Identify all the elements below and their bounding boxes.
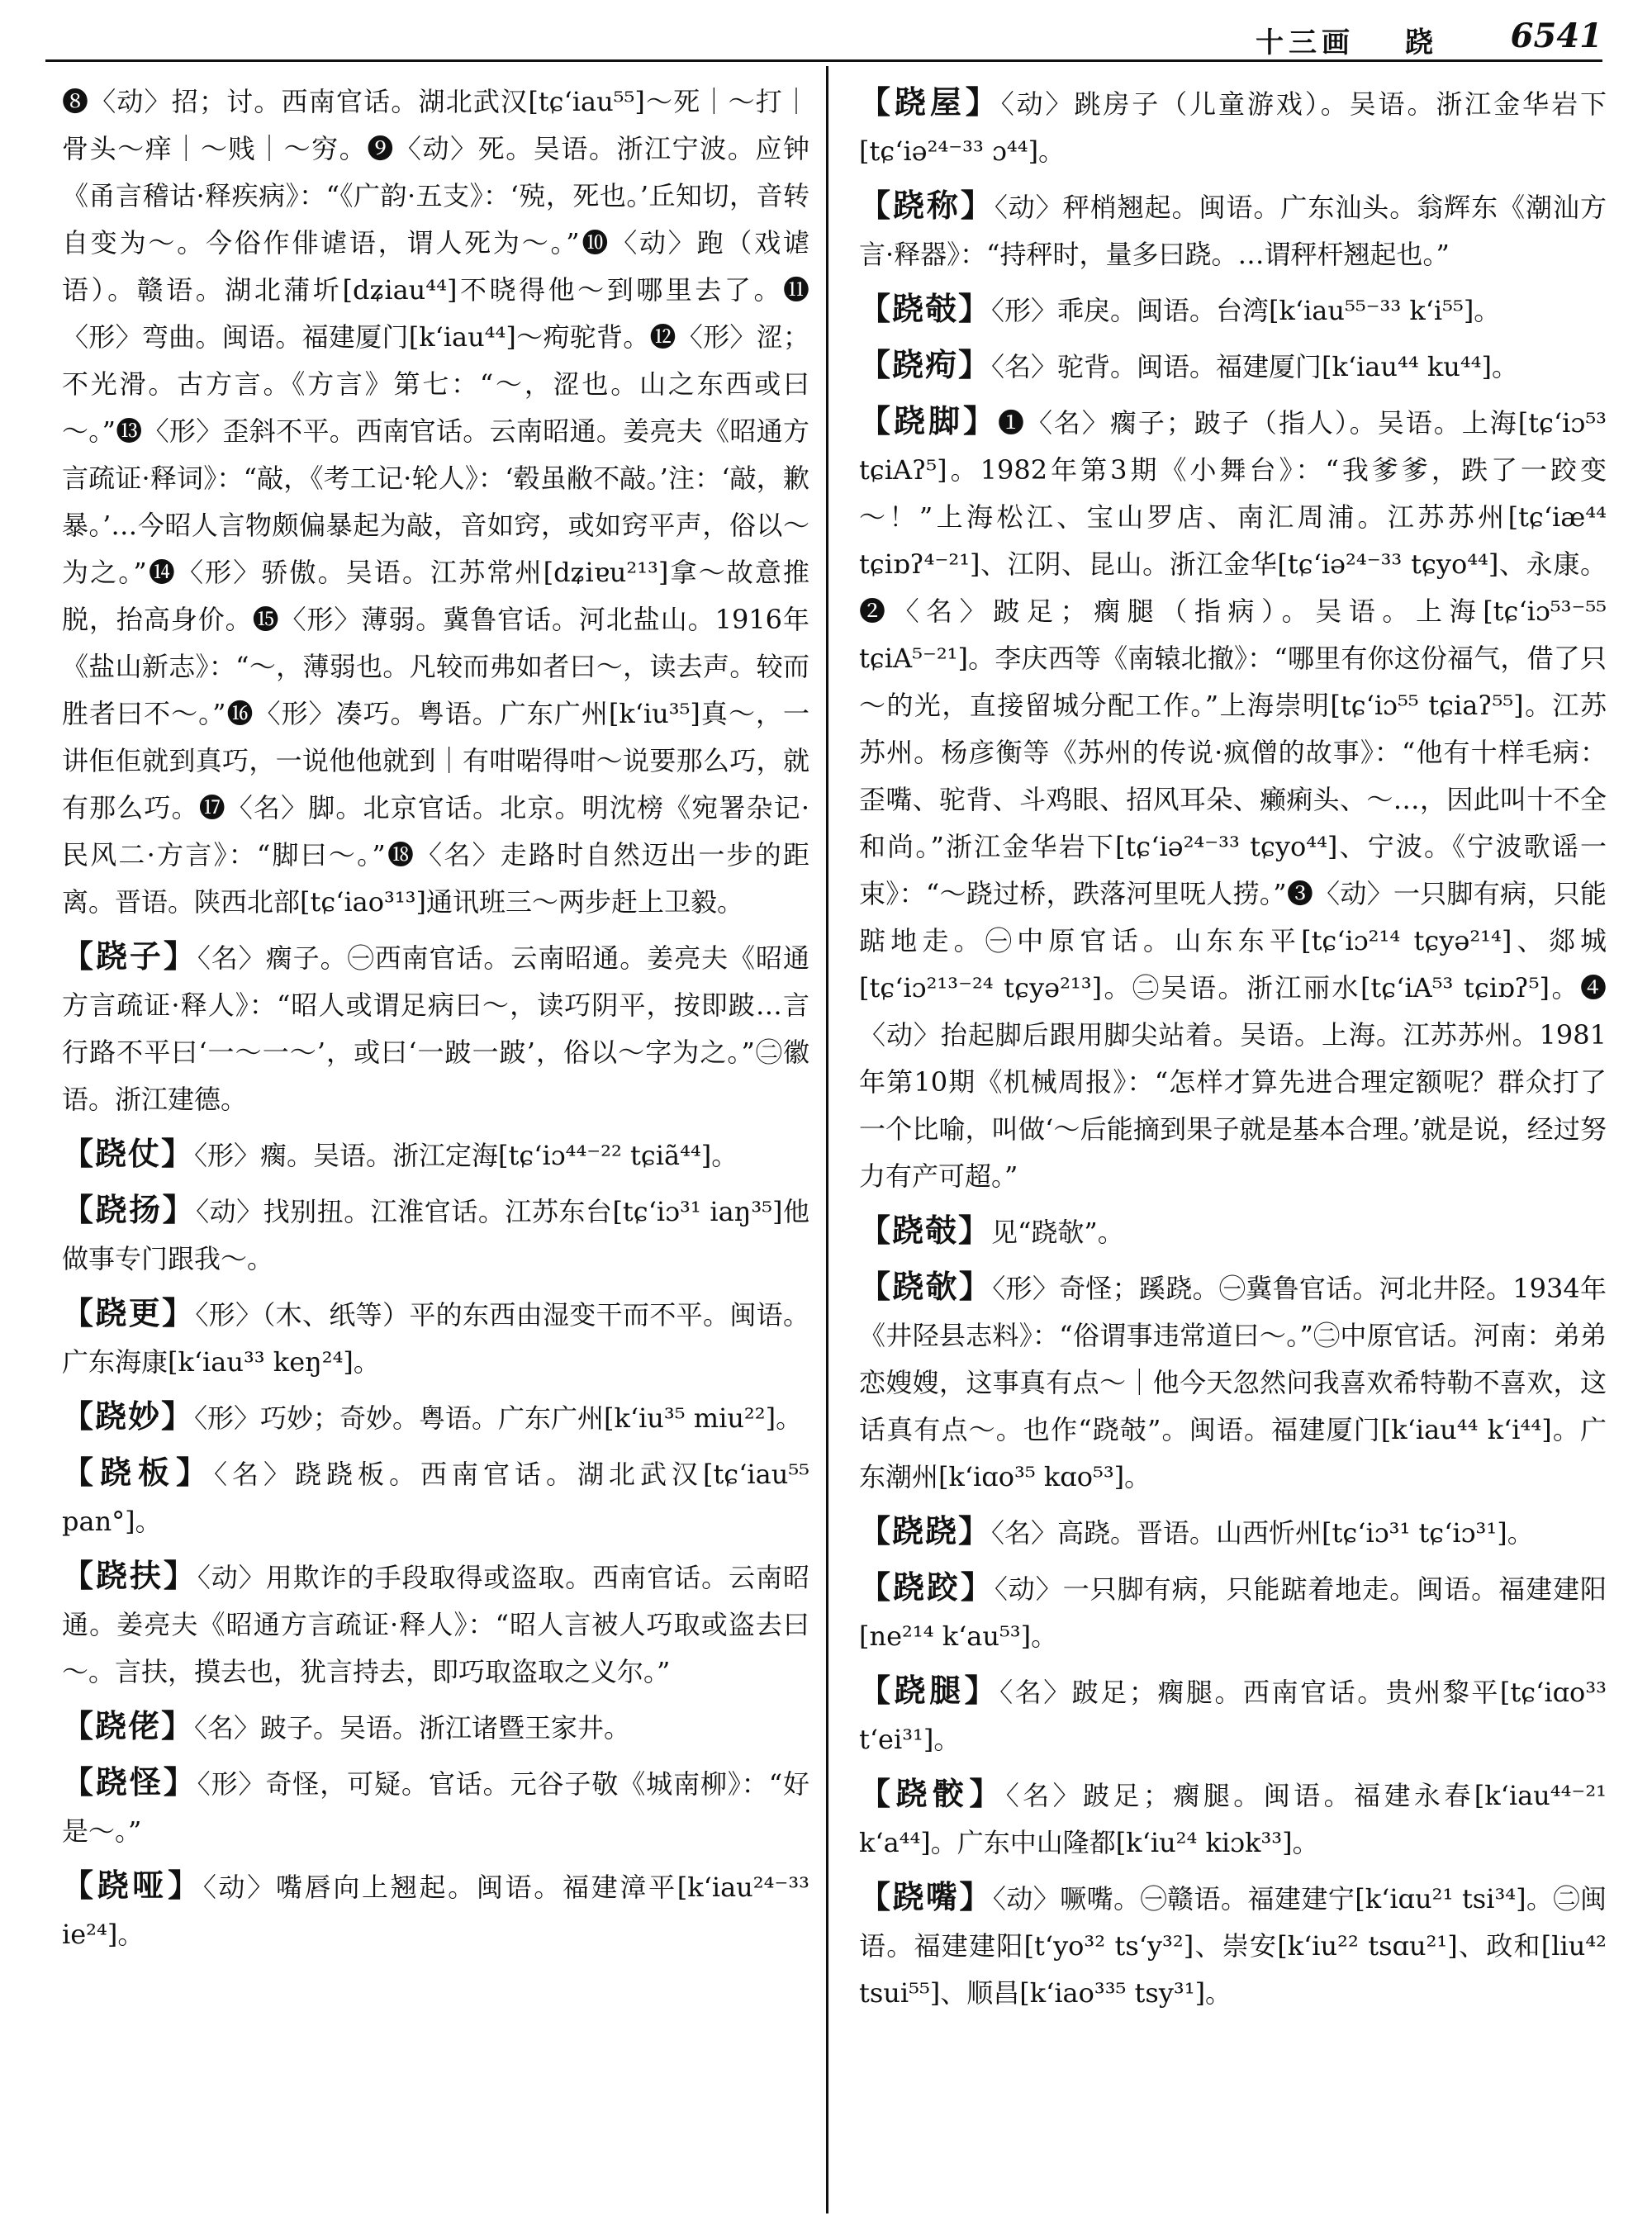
entry-headword: 【跷扶】 bbox=[62, 1557, 197, 1594]
dictionary-entry bbox=[859, 1563, 1607, 1660]
dictionary-entry bbox=[62, 1552, 809, 1696]
dictionary-entry bbox=[859, 397, 1607, 1200]
entry-headword: 【跷哑】 bbox=[62, 1867, 203, 1904]
entry-definition: 〈动〉嘴唇向上翘起。闽语。福建漳平[kʻiau²⁴⁻³³ ie²⁴]。 bbox=[62, 1872, 809, 1950]
dictionary-entry bbox=[859, 341, 1607, 391]
dictionary-entry bbox=[859, 1770, 1607, 1867]
entry-definition: 〈名〉跛足；瘸腿。西南官话。贵州黎平[tɕʻiɑo³³ tʻei³¹]。 bbox=[859, 1677, 1607, 1755]
entry-headword: 【跷更】 bbox=[62, 1294, 196, 1331]
right-column bbox=[859, 78, 1607, 2024]
entry-headword: 【跷欹】 bbox=[859, 1268, 993, 1305]
entry-headword: 【跷称】 bbox=[859, 187, 995, 224]
entry-definition: 〈名〉跛子。吴语。浙江诸暨王家井。 bbox=[194, 1712, 631, 1744]
entry-definition: 〈形〉巧妙；奇妙。粤语。广东广州[kʻiu³⁵ miu²²]。 bbox=[194, 1402, 803, 1434]
dictionary-entry bbox=[859, 1873, 1607, 2017]
dictionary-entry bbox=[62, 1393, 809, 1442]
entry-definition: 〈形〉乖戾。闽语。台湾[kʻiau⁵⁵⁻³³ kʻi⁵⁵]。 bbox=[991, 295, 1501, 326]
entry-headword: 【跷扬】 bbox=[62, 1191, 197, 1228]
entry-definition: 〈动〉噘嘴。㊀赣语。福建建宁[kʻiɑu²¹ tsi³⁴]。㊁闽语。福建建阳[tʻyo³² tsʻy³²]、崇安[kʻiu²² tsɑu²¹]、政和[liu⁴² tsui⁵⁵]、顺昌[kʻiao³³⁵ tsy³¹]。 bbox=[859, 1883, 1607, 2009]
dictionary-entry bbox=[62, 1702, 809, 1752]
entry-definition: 〈名〉跷跷板。西南官话。湖北武汉[tɕʻiau⁵⁵ pan°]。 bbox=[62, 1459, 809, 1537]
entry-definition: 〈名〉跛足；瘸腿。闽语。福建永春[kʻiau⁴⁴⁻²¹ kʻa⁴⁴]。广东中山隆都[kʻiu²⁴ kiɔk³³]。 bbox=[859, 1780, 1607, 1858]
dictionary-entry bbox=[859, 182, 1607, 278]
dictionary-entry bbox=[62, 932, 809, 1123]
entry-headword: 【跷板】 bbox=[62, 1454, 214, 1491]
left-column bbox=[62, 78, 809, 1965]
dictionary-entry bbox=[62, 1130, 809, 1179]
entry-headword: 【跷痀】 bbox=[859, 346, 992, 383]
entry-definition: 〈形〉（木、纸等）平的东西由湿变干而不平。闽语。广东海康[kʻiau³³ keŋ²⁴]。 bbox=[62, 1299, 809, 1378]
radical-label: 跷 bbox=[1405, 26, 1433, 59]
entry-headword: 【跷攲】 bbox=[859, 290, 992, 327]
entry-definition: 〈名〉瘸子。㊀西南官话。云南昭通。姜亮夫《昭通方言疏证·释人》：“昭人或谓足病曰～，读巧阴平，按即跛…言行路不平曰‘一～一～’，或曰‘一跛一跛’，俗以～字为之。”㊁徽语。浙江建德。 bbox=[62, 942, 809, 1115]
dictionary-entry bbox=[62, 1449, 809, 1545]
entry-definition: 〈形〉奇怪；蹊跷。㊀冀鲁官话。河北井陉。1934年《井陉县志料》：“俗谓事违常道曰～。”㊁中原官话。河南：弟弟恋嫂嫂，这事真有点～｜他今天忽然问我喜欢希特勒不喜欢，这话真有点～。也作“跷攲”。闽语。福建厦门[kʻiau⁴⁴ kʻi⁴⁴]。广东潮州[kʻiɑo³⁵ kɑo⁵³]。 bbox=[859, 1273, 1607, 1492]
entry-definition: 〈动〉一只脚有病，只能踮着地走。闽语。福建建阳[ne²¹⁴ kʻau⁵³]。 bbox=[859, 1573, 1607, 1652]
entry-headword: 【跷子】 bbox=[62, 937, 197, 975]
entry-definition: 〈动〉跳房子（儿童游戏）。吴语。浙江金华岩下[tɕʻiə²⁴⁻³³ ɔ⁴⁴]。 bbox=[859, 88, 1607, 167]
page-header bbox=[50, 12, 1602, 59]
dictionary-entry bbox=[859, 1667, 1607, 1763]
entry-definition: ❽〈动〉招；讨。西南官话。湖北武汉[tɕʻiau⁵⁵]～死｜～打｜骨头～痒｜～贱｜～穷。❾〈动〉死。吴语。浙江宁波。应钟《甬言稽诂·释疾病》：“《广韵·五支》：‘殑，死也。’丘知切，音转自变为～。今俗作俳谑语，谓人死为～。”❿〈动〉跑（戏谑语）。赣语。湖北蒲圻[dʑiau⁴⁴]不晓得他～到哪里去了。⓫〈形〉弯曲。闽语。福建厦门[kʻiau⁴⁴]～痀驼背。⓬〈形〉涩；不光滑。古方言。《方言》第七：“～，涩也。山之东西或曰～。”⓭〈形〉歪斜不平。西南官话。云南昭通。姜亮夫《昭通方言疏证·释词》：“敲，《考工记·轮人》：‘毂虽敝不敲。’注：‘敲，歉暴。’…今昭人言物颇偏暴起为敲，音如窍，或如窍平声，俗以～为之。”⓮〈形〉骄傲。吴语。江苏常州[dʑiɐu²¹³]拿～故意推脱，抬高身价。⓯〈形〉薄弱。冀鲁官话。河北盐山。1916年《盐山新志》：“～，薄弱也。凡较而弗如者曰～，读去声。较而胜者曰不～。”⓰〈形〉凑巧。粤语。广东广州[kʻiu³⁵]真～，一讲佢佢就到真巧，一说他他就到｜有咁啱得咁～说要那么巧，就有那么巧。⓱〈名〉脚。北京官话。北京。明沈榜《宛署杂记·民风二·方言》：“脚曰～。”⓲〈名〉走路时自然迈出一步的距离。晋语。陕西北部[tɕʻiao³¹³]通讯班三～两步赶上卫毅。 bbox=[62, 86, 809, 918]
entry-definition: 〈动〉找别扭。江淮官话。江苏东台[tɕʻiɔ³¹ iaŋ³⁵]他做事专门跟我～。 bbox=[62, 1196, 809, 1274]
entry-definition: 〈动〉秤梢翘起。闽语。广东汕头。翁辉东《潮汕方言·释器》：“持秤时，量多曰跷。…谓秤杆翘起也。” bbox=[859, 192, 1607, 270]
entry-headword: 【跷妙】 bbox=[62, 1397, 195, 1435]
entry-definition: 〈名〉驼背。闽语。福建厦门[kʻiau⁴⁴ ku⁴⁴]。 bbox=[991, 351, 1518, 382]
entry-headword: 【跷腿】 bbox=[859, 1672, 1000, 1709]
entry-headword: 【跷跤】 bbox=[859, 1568, 995, 1606]
entry-definition: 〈形〉奇怪，可疑。官话。元谷子敬《城南柳》：“好是～。” bbox=[62, 1768, 809, 1847]
entry-headword: 【跷佬】 bbox=[62, 1707, 195, 1744]
entry-definition: 〈名〉高跷。晋语。山西忻州[tɕʻiɔ³¹ tɕʻiɔ³¹]。 bbox=[991, 1517, 1534, 1549]
dictionary-entry bbox=[62, 1862, 809, 1958]
page-number: 6541 bbox=[1510, 17, 1602, 55]
section-label: 十三画 bbox=[1256, 26, 1355, 59]
header-rule bbox=[45, 59, 1602, 62]
dictionary-entry bbox=[62, 78, 809, 926]
entry-headword: 【跷嘴】 bbox=[859, 1878, 993, 1915]
entry-headword: 【跷跷】 bbox=[859, 1512, 992, 1549]
dictionary-entry bbox=[62, 1289, 809, 1386]
dictionary-entry bbox=[859, 285, 1607, 334]
entry-definition: ❶〈名〉瘸子；跛子（指人）。吴语。上海[tɕʻiɔ⁵³ tɕiAʔ⁵]。1982年第3期《小舞台》：“我爹爹，跌了一跤变～！”上海松江、宝山罗店、南汇周浦。江苏苏州[tɕʻiæ⁴⁴ tɕiɒʔ⁴⁻²¹]、江阴、昆山。浙江金华[tɕʻiə²⁴⁻³³ tɕyo⁴⁴]、永康。❷〈名〉跛足；瘸腿（指病）。吴语。上海[tɕʻiɔ⁵³⁻⁵⁵ tɕiA⁵⁻²¹]。李庆西等《南辕北撤》：“哪里有你这份福气，借了只～的光，直接留城分配工作。”上海崇明[tɕʻiɔ⁵⁵ tɕiaʔ⁵⁵]。江苏苏州。杨彦衡等《苏州的传说·疯僧的故事》：“他有十样毛病：歪嘴、驼背、斗鸡眼、招风耳朵、癞痢头、～…，因此叫十不全和尚。”浙江金华岩下[tɕʻiə²⁴⁻³³ tɕyo⁴⁴]、宁波。《宁波歌谣一束》：“～跷过桥，跌落河里呒人捞。”❸〈动〉一只脚有病，只能踮地走。㊀中原官话。山东东平[tɕʻiɔ²¹⁴ tɕyə²¹⁴]、郯城[tɕʻiɔ²¹³⁻²⁴ tɕyə²¹³]。㊁吴语。浙江丽水[tɕʻiA⁵³ tɕiɒʔ⁵]。❹〈动〉抬起脚后跟用脚尖站着。吴语。上海。江苏苏州。1981年第10期《机械周报》：“怎样才算先进合理定额呢？群众打了一个比喻，叫做‘～后能摘到果子就是基本合理。’就是说，经过努力有产可超。” bbox=[859, 407, 1607, 1192]
entry-headword: 【跷脚】 bbox=[859, 402, 998, 439]
entry-headword: 【跷屋】 bbox=[859, 83, 1001, 121]
entry-definition: 〈形〉瘸。吴语。浙江定海[tɕʻiɔ⁴⁴⁻²² tɕiã⁴⁴]。 bbox=[194, 1140, 738, 1171]
entry-headword: 【跷仗】 bbox=[62, 1135, 195, 1172]
entry-headword: 【跷骹】 bbox=[859, 1775, 1006, 1812]
column-divider bbox=[826, 66, 828, 2213]
dictionary-entry bbox=[859, 1207, 1607, 1256]
dictionary-entry bbox=[859, 1507, 1607, 1557]
entry-definition: 见“跷欹”。 bbox=[991, 1217, 1124, 1248]
dictionary-entry bbox=[859, 78, 1607, 175]
entry-definition: 〈动〉用欺诈的手段取得或盗取。西南官话。云南昭通。姜亮夫《昭通方言疏证·释人》：“昭人言被人巧取或盗去曰～。言扶，摸去也，犹言持去，即巧取盗取之义尔。” bbox=[62, 1562, 809, 1687]
dictionary-entry bbox=[62, 1758, 809, 1855]
entry-headword: 【跷攲】 bbox=[859, 1212, 992, 1249]
dictionary-entry bbox=[62, 1186, 809, 1283]
entry-headword: 【跷怪】 bbox=[62, 1763, 197, 1801]
dictionary-entry bbox=[859, 1263, 1607, 1501]
